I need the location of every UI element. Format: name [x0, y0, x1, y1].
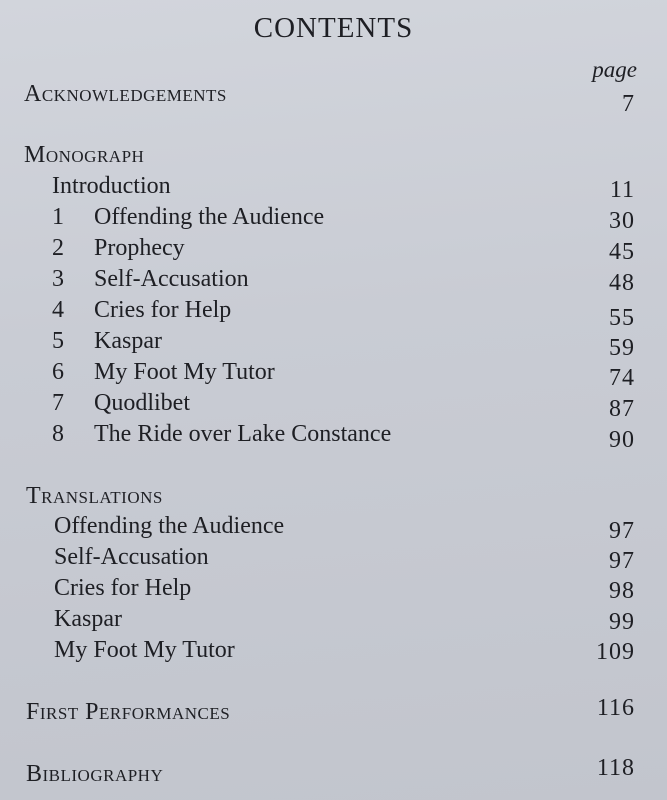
toc-translation-title: My Foot My Tutor	[54, 637, 235, 663]
page-column-header: page	[592, 57, 637, 82]
toc-chapter-title: Self-Accusation	[94, 266, 249, 292]
toc-introduction: Introduction	[52, 173, 171, 199]
toc-translations-heading: Translations	[26, 483, 163, 509]
toc-chapter-title: Quodlibet	[94, 390, 190, 416]
toc-chapter-title: Kaspar	[94, 328, 162, 354]
toc-translation-page: 97	[609, 548, 635, 574]
toc-chapter-page: 87	[609, 396, 635, 422]
toc-translation-title: Kaspar	[54, 606, 122, 632]
toc-translation-page: 109	[596, 639, 635, 665]
toc-chapter-number: 5	[52, 328, 64, 354]
toc-bibliography-page: 118	[596, 755, 635, 781]
toc-chapter-page: 48	[609, 270, 635, 296]
toc-bibliography: Bibliography	[26, 761, 164, 787]
toc-chapter-number: 7	[52, 390, 64, 416]
toc-first-performances-page: 116	[596, 695, 635, 721]
toc-chapter-title: The Ride over Lake Constance	[94, 421, 392, 447]
toc-chapter-title: Offending the Audience	[94, 204, 325, 230]
toc-acknowledgements: Acknowledgements	[24, 81, 227, 107]
toc-translation-title: Self-Accusation	[54, 544, 209, 570]
toc-acknowledgements-page: 7	[622, 91, 635, 117]
toc-translation-page: 97	[609, 518, 635, 544]
toc-chapter-page: 74	[609, 365, 635, 391]
toc-chapter-number: 6	[52, 359, 64, 385]
page-title: CONTENTS	[253, 12, 414, 44]
toc-introduction-page: 11	[609, 177, 635, 203]
toc-first-performances: First Performances	[26, 699, 231, 725]
toc-chapter-number: 2	[52, 235, 64, 261]
toc-chapter-page: 90	[609, 427, 635, 453]
toc-chapter-page: 59	[609, 335, 635, 361]
toc-chapter-number: 3	[52, 266, 64, 292]
toc-monograph-heading: Monograph	[24, 142, 145, 168]
toc-translation-page: 98	[609, 578, 635, 604]
toc-chapter-number: 4	[52, 297, 64, 323]
toc-chapter-page: 55	[609, 305, 635, 331]
toc-chapter-title: My Foot My Tutor	[94, 359, 275, 385]
toc-translation-title: Offending the Audience	[54, 513, 285, 539]
toc-chapter-number: 8	[52, 421, 64, 447]
toc-translation-page: 99	[609, 609, 635, 635]
toc-chapter-number: 1	[52, 204, 64, 230]
toc-chapter-title: Prophecy	[94, 235, 185, 261]
toc-chapter-page: 30	[609, 208, 635, 234]
toc-translation-title: Cries for Help	[54, 575, 192, 601]
toc-chapter-title: Cries for Help	[94, 297, 232, 323]
toc-chapter-page: 45	[609, 239, 635, 265]
